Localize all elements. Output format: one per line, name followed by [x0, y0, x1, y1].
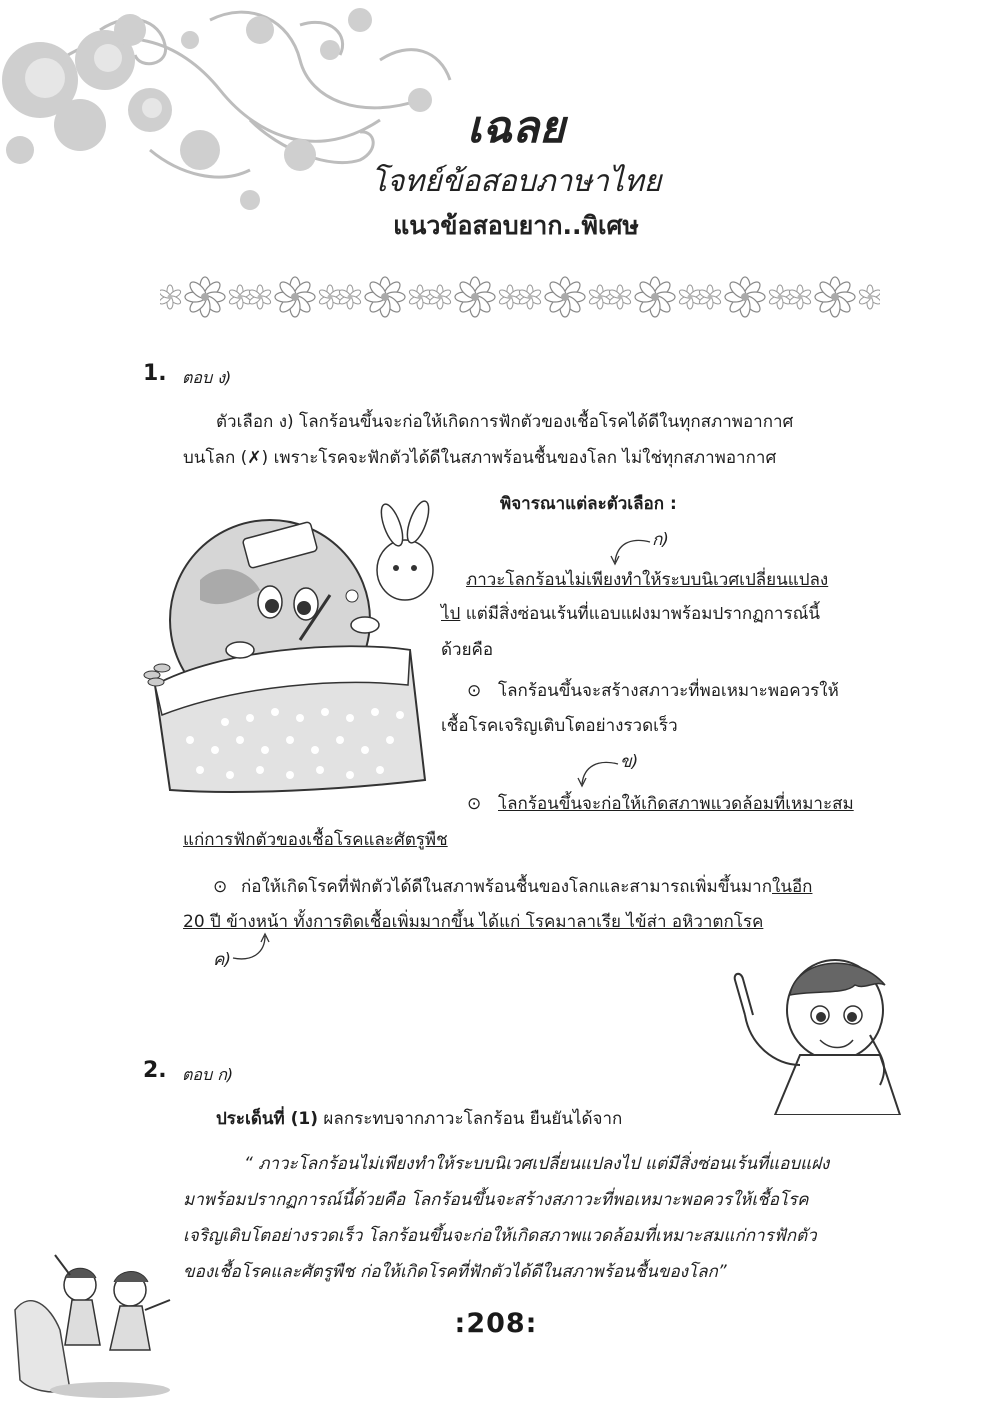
bullet-2-line-1: โลกร้อนขึ้นจะก่อให้เกิดสภาพแวดล้อมที่เหมาะสม: [498, 794, 854, 814]
q1-text-line-2: บนโลก (✗) เพราะโรคจะฟักตัวได้ดีในสภาพร้อนชื้นของโลก ไม่ใช่ทุกสภาพอากาศ: [183, 448, 777, 468]
marker-a: ก): [652, 530, 669, 550]
quote-line-2: มาพร้อมปรากฏการณ์นี้ด้วยคือ โลกร้อนขึ้นจะสร้างสภาวะที่พอเหมาะพอควรให้เชื้อโรค: [183, 1190, 809, 1210]
bullet-3-line-1: ก่อให้เกิดโรคที่ฟักตัวได้ดีในสภาพร้อนชื้นของโลกและสามารถเพิ่มขึ้นมากในอีก: [241, 877, 813, 897]
option-a-line-1: ภาวะโลกร้อนไม่เพียงทำให้ระบบนิเวศเปลี่ยนแปลง: [466, 570, 829, 590]
q1-text-line-1: ตัวเลือก ง) โลกร้อนขึ้นจะก่อให้เกิดการฟักตัวของเชื้อโรคได้ดีในทุกสภาพอากาศ: [216, 412, 794, 432]
boy-pointing-illustration: [705, 955, 905, 1115]
question-2-answer: ตอบ ก): [182, 1065, 234, 1084]
page-subtitle-2: แนวข้อสอบยาก..พิเศษ: [393, 211, 639, 240]
bullet-3-icon: ⊙: [213, 877, 228, 897]
option-a-line-3: ด้วยคือ: [441, 640, 494, 660]
page-title: เฉลย: [467, 102, 565, 153]
bullet-2-icon: ⊙: [467, 794, 482, 814]
bullet-1-icon: ⊙: [467, 681, 482, 701]
bullet-2-line-2: แก่การฟักตัวของเชื้อโรคและศัตรูพืช: [183, 830, 448, 850]
marker-c-arrow: [225, 930, 285, 970]
option-a-line-2: ไป แต่มีสิ่งซ่อนเร้นที่แอบแฝงมาพร้อมปรากฏการณ์นี้: [441, 604, 820, 624]
flower-divider: [160, 272, 880, 322]
marker-c: ค): [213, 950, 232, 970]
question-1-answer: ตอบ ง): [182, 368, 232, 387]
marker-b: ข): [620, 752, 639, 772]
bullet-1-line-2: เชื้อโรคเจริญเติบโตอย่างรวดเร็ว: [441, 716, 678, 736]
issue-1-line: ประเด็นที่ (1) ผลกระทบจากภาวะโลกร้อน ยืนยันได้จาก: [216, 1109, 623, 1129]
quote-line-4: ของเชื้อโรคและศัตรูพืช ก่อให้เกิดโรคที่ฟักตัวได้ดีในสภาพร้อนชื้นของโลก”: [183, 1262, 727, 1282]
bullet-1-line-1: โลกร้อนขึ้นจะสร้างสภาวะที่พอเหมาะพอควรให้: [498, 681, 839, 701]
consider-options-label: พิจารณาแต่ละตัวเลือก :: [500, 494, 677, 514]
sick-globe-illustration: [140, 500, 440, 800]
quote-line-3: เจริญเติบโตอย่างรวดเร็ว โลกร้อนขึ้นจะก่อให้เกิดสภาพแวดล้อมที่เหมาะสมแก่การฟักตัว: [183, 1226, 817, 1246]
quote-line-1: “ ภาวะโลกร้อนไม่เพียงทำให้ระบบนิเวศเปลี่ยนแปลงไป แต่มีสิ่งซ่อนเร้นที่แอบแฝง: [244, 1154, 830, 1174]
bullet-3-line-2: 20 ปี ข้างหน้า ทั้งการติดเชื้อเพิ่มมากขึ้น ได้แก่ โรคมาลาเรีย ไข้ส่า อหิวาตกโรค: [183, 912, 764, 932]
question-1-number: 1.: [143, 361, 167, 386]
question-2-number: 2.: [143, 1058, 167, 1083]
page-number: :208:: [454, 1308, 538, 1339]
page-subtitle: โจทย์ข้อสอบภาษาไทย: [370, 164, 662, 199]
